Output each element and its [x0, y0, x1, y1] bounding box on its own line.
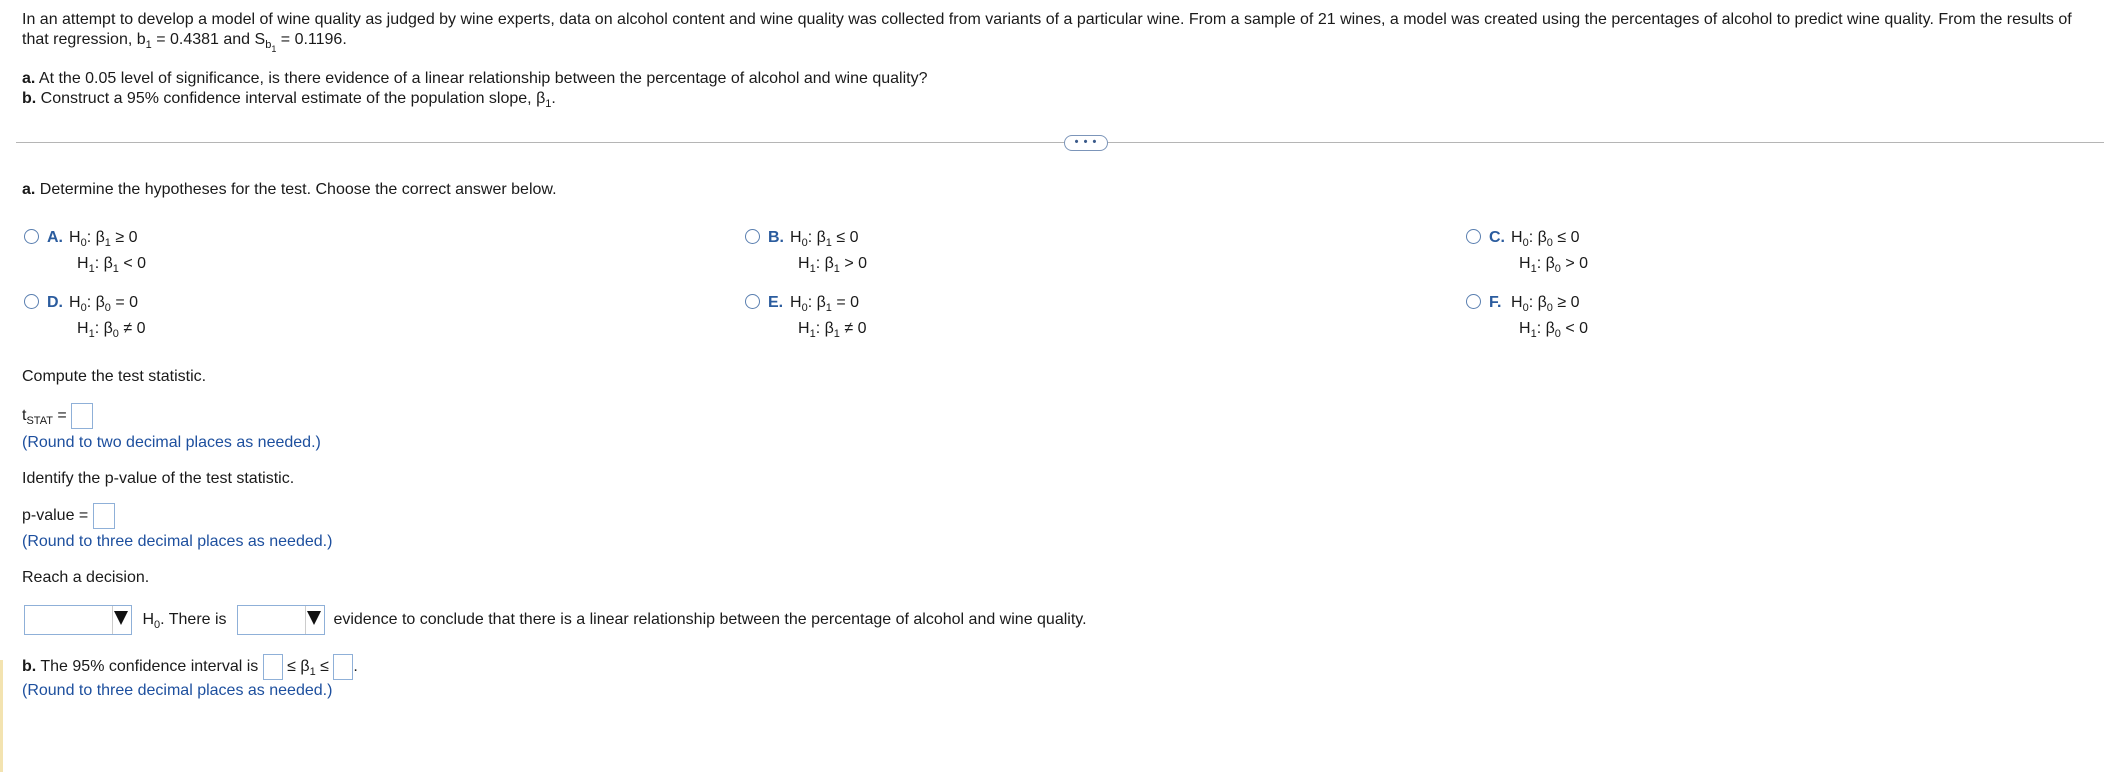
decision-evidence-select[interactable]	[237, 605, 325, 635]
question-a: a. At the 0.05 level of significance, is there evidence of a linear relationship between the percentage of alcohol and wine quality?	[22, 70, 928, 87]
tstat-row: $t_{STAT}$ =	[22, 403, 93, 429]
compute-prompt: Compute the test statistic.	[22, 368, 207, 385]
option-a[interactable]: A. $H_0$: $\beta_1 \ge 0$ $H_1$: $\beta_1 < 0$	[24, 225, 146, 277]
pvalue-round-note: (Round to three decimal places as needed.)	[22, 533, 333, 550]
option-e[interactable]: E. $H_0$: $\beta_1 = 0$ $H_1$: $\beta_1 \ne 0$	[745, 290, 866, 342]
problem-line-1: In an attempt to develop a model of wine quality as judged by wine experts, data on alcohol content and wine quality was collected from variants of a particular wine. From a sample of 21 wines, a model was created using the percentages of alcohol to predict wine quality. From the results of	[22, 11, 2072, 28]
decision-prompt: Reach a decision.	[22, 569, 150, 586]
tstat-input[interactable]	[71, 403, 93, 429]
radio-option-f[interactable]	[1466, 294, 1481, 309]
radio-option-e[interactable]	[745, 294, 760, 309]
part-b-row: b. The 95% confidence interval is ≤ $\beta_1$ ≤ .	[22, 653, 358, 686]
option-f[interactable]: F. $H_0$: $\beta_0 \ge 0$ $H_1$: $\beta_0 < 0$	[1466, 290, 1588, 342]
problem-statement	[22, 10, 2072, 114]
more-options-button[interactable]: • • •	[1064, 135, 1108, 151]
left-accent-bar	[0, 660, 3, 772]
pvalue-row: p-value =	[22, 503, 115, 529]
question-b: b. Construct a 95% confidence interval estimate of the population slope, $\beta_1$.	[22, 90, 556, 110]
radio-option-a[interactable]	[24, 229, 39, 244]
radio-option-d[interactable]	[24, 294, 39, 309]
pvalue-prompt: Identify the p-value of the test statistic.	[22, 470, 295, 487]
ci-lower-input[interactable]	[263, 654, 283, 680]
decision-row: $H_0$. There is evidence to conclude that there is a linear relationship between the percentage of alcohol and wine quality.	[24, 605, 1087, 640]
pvalue-input[interactable]	[93, 503, 115, 529]
option-b[interactable]: B. $H_0$: $\beta_1 \le 0$ $H_1$: $\beta_1 > 0$	[745, 225, 867, 277]
decision-reject-select[interactable]	[24, 605, 132, 635]
radio-option-b[interactable]	[745, 229, 760, 244]
part-a-prompt: a. Determine the hypotheses for the test. Choose the correct answer below.	[22, 181, 557, 198]
problem-line-2: that regression, $b_1 = 0.4381$ and $S_{b_1} = 0.1196$.	[22, 31, 347, 54]
section-divider	[16, 142, 2104, 143]
ci-upper-input[interactable]	[333, 654, 353, 680]
tstat-round-note: (Round to two decimal places as needed.)	[22, 434, 321, 451]
radio-option-c[interactable]	[1466, 229, 1481, 244]
ci-round-note: (Round to three decimal places as needed.)	[22, 682, 333, 699]
option-d[interactable]: D. $H_0$: $\beta_0 = 0$ $H_1$: $\beta_0 \ne 0$	[24, 290, 145, 342]
option-c[interactable]: C. $H_0$: $\beta_0 \le 0$ $H_1$: $\beta_0 > 0$	[1466, 225, 1588, 277]
